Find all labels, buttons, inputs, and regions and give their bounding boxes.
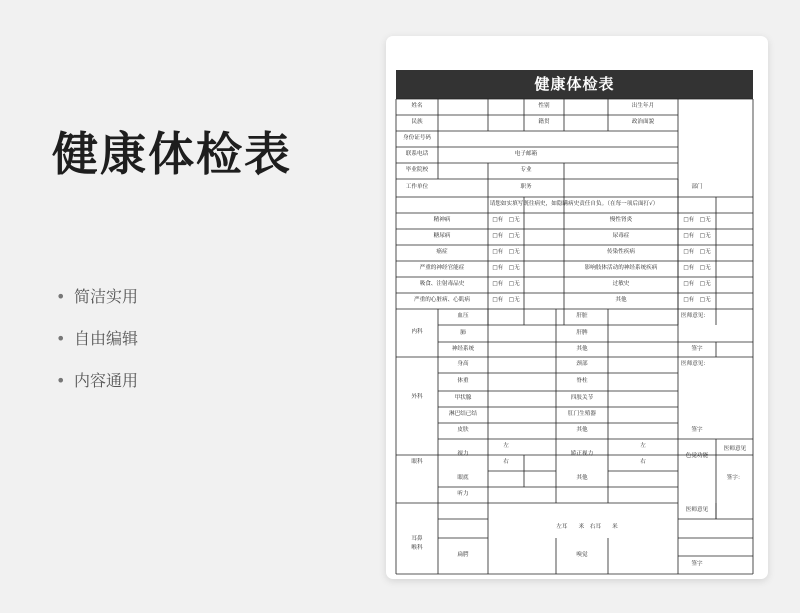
surgery-item: 体重 xyxy=(457,378,469,385)
label-major: 专业 xyxy=(520,167,532,174)
feature-item xyxy=(56,328,138,370)
label-name: 姓名 xyxy=(411,103,423,110)
history-item: 尿毒症 xyxy=(612,233,630,240)
label-birth: 出生年月 xyxy=(631,103,655,110)
label-employer: 工作单位 xyxy=(405,184,429,191)
doctor-opinion-label: 医师意见 xyxy=(685,507,709,514)
yes-no-option: □有 □无 xyxy=(683,265,711,272)
label-gender: 性别 xyxy=(538,103,550,110)
surgery-item: 肛门生殖器 xyxy=(568,411,596,418)
surgery-item: 皮肤 xyxy=(457,427,469,434)
label-email: 电子邮箱 xyxy=(514,151,538,158)
signature-label: 签字 xyxy=(691,345,703,352)
doctor-opinion-label: 医师意见 xyxy=(723,446,747,453)
surgery-item: 甲状腺 xyxy=(454,395,472,402)
label-native-place: 籍贯 xyxy=(538,119,550,126)
surgery-item: 脊柱 xyxy=(576,378,588,385)
history-item: 糖尿病 xyxy=(433,233,451,240)
form-grid xyxy=(386,36,768,579)
yes-no-option: □有 □无 xyxy=(492,217,520,224)
yes-no-option: □有 □无 xyxy=(492,233,520,240)
right-eye-label: 右 xyxy=(503,459,509,466)
eye-other-label: 其他 xyxy=(576,475,588,482)
vision-label: 视力 xyxy=(457,451,469,458)
smell-label: 嗅觉 xyxy=(576,552,588,559)
history-item: 影响肢体活动的神经系统疾病 xyxy=(584,265,658,272)
internal-item: 其他 xyxy=(576,345,588,352)
bullet-icon: • xyxy=(56,371,66,390)
surgery-item: 颈部 xyxy=(576,361,588,368)
internal-item: 肝脏 xyxy=(576,313,588,320)
label-position: 职务 xyxy=(520,184,532,191)
yes-no-option: □有 □无 xyxy=(683,249,711,256)
signature-label: 签字 xyxy=(691,561,703,568)
yes-no-option: □有 □无 xyxy=(683,233,711,240)
feature-label: 自由编辑 xyxy=(74,329,139,348)
bullet-icon: • xyxy=(56,329,66,348)
form-title: 健康体检表 xyxy=(396,70,753,99)
hearing-label: 听力 xyxy=(457,491,469,498)
surgery-item: 四肢关节 xyxy=(570,395,594,402)
fundus-label: 眼底 xyxy=(457,475,469,482)
label-school: 毕业院校 xyxy=(405,167,429,174)
color-vision-label: 色觉功能 xyxy=(685,453,709,460)
section-ent-bottom: 喉科 xyxy=(411,545,423,552)
feature-item xyxy=(56,286,138,328)
section-surgery: 外科 xyxy=(411,394,423,401)
history-item: 精神病 xyxy=(433,217,451,224)
surgery-item: 身高 xyxy=(457,361,469,368)
yes-no-option: □有 □无 xyxy=(492,297,520,304)
internal-item: 肺 xyxy=(460,329,466,336)
signature-label: 签字 xyxy=(691,427,703,434)
yes-no-option: □有 □无 xyxy=(492,281,520,288)
internal-item: 肝脾 xyxy=(576,329,588,336)
section-eye: 眼科 xyxy=(411,459,423,466)
internal-item: 血压 xyxy=(457,313,469,320)
corrected-vision-label: 矫正视力 xyxy=(570,451,594,458)
declaration-text: 请您如实填写既往病史，如隐瞒病史责任自负。（在每一项后面打√） xyxy=(489,201,659,208)
feature-item xyxy=(56,370,138,412)
label-ethnicity: 民族 xyxy=(411,119,423,126)
history-item: 癌症 xyxy=(436,249,448,256)
section-ent-top: 耳鼻 xyxy=(411,536,423,543)
label-political: 政治面貌 xyxy=(631,119,655,126)
feature-list xyxy=(56,286,138,412)
surgery-item: 其他 xyxy=(576,427,588,434)
label-phone: 联系电话 xyxy=(405,151,429,158)
history-item: 严重的心脏病、心肌病 xyxy=(414,297,470,304)
doctor-opinion-label: 医师意见： xyxy=(681,361,709,368)
yes-no-option: □有 □无 xyxy=(492,265,520,272)
right-eye-label: 右 xyxy=(640,459,646,466)
hearing-value: 左耳 米 右耳 米 xyxy=(556,524,618,531)
history-item: 吸食、注射毒品史 xyxy=(419,281,465,288)
form-card xyxy=(386,36,768,579)
section-internal: 内科 xyxy=(411,329,423,336)
history-item: 其他 xyxy=(615,297,627,304)
yes-no-option: □有 □无 xyxy=(683,281,711,288)
page-heading: 健康体检表 xyxy=(52,127,292,181)
left-eye-label: 左 xyxy=(503,443,509,450)
yes-no-option: □有 □无 xyxy=(683,217,711,224)
bullet-icon: • xyxy=(56,287,66,306)
label-department: 部门 xyxy=(691,184,703,191)
signature-label: 签字： xyxy=(726,475,744,482)
feature-label: 简洁实用 xyxy=(74,287,139,306)
yes-no-option: □有 □无 xyxy=(492,249,520,256)
throat-label: 扁腭 xyxy=(457,552,469,559)
label-id-number: 身份证号码 xyxy=(403,135,431,142)
history-item: 慢性肾炎 xyxy=(609,217,633,224)
doctor-opinion-label: 医师意见： xyxy=(681,313,709,320)
yes-no-option: □有 □无 xyxy=(683,297,711,304)
history-item: 严重的神经官能症 xyxy=(419,265,465,272)
internal-item: 神经系统 xyxy=(451,345,475,352)
left-eye-label: 左 xyxy=(640,443,646,450)
history-item: 过敏史 xyxy=(612,281,630,288)
feature-label: 内容通用 xyxy=(74,371,139,390)
surgery-item: 淋巴结已结 xyxy=(449,411,477,418)
history-item: 传染性疾病 xyxy=(607,249,635,256)
